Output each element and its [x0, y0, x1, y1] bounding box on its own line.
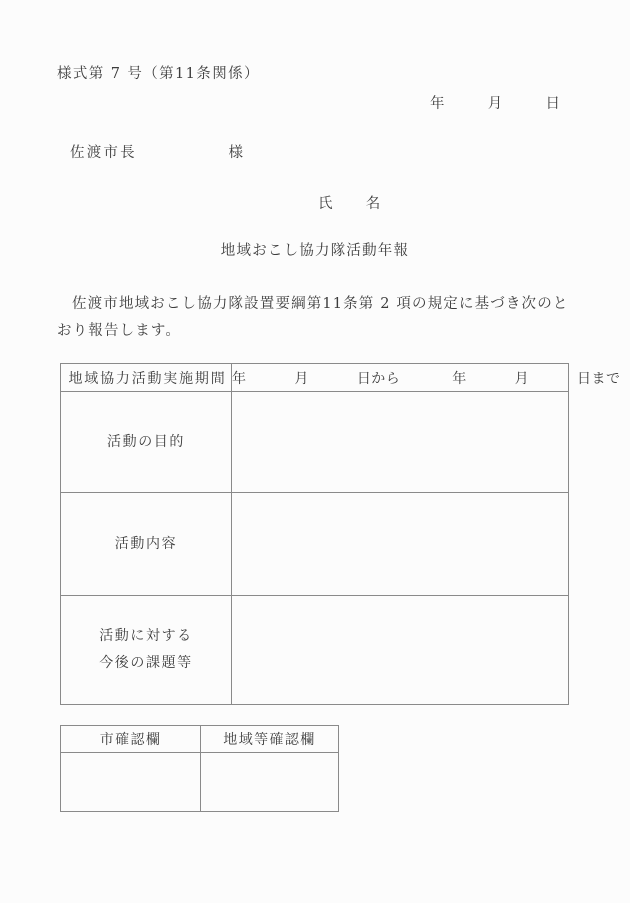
row-label-content: 活動内容: [61, 493, 232, 596]
period-day-to: 日まで: [577, 370, 621, 387]
confirmation-table: [60, 725, 339, 812]
table-row: [61, 753, 339, 812]
date-month-label: 月: [487, 96, 503, 112]
date-line: [430, 92, 560, 113]
addressee-line: [70, 141, 245, 162]
row-value-purpose[interactable]: [232, 392, 569, 493]
date-year-label: 年: [430, 96, 445, 112]
body-paragraph: 佐渡市地域おこし協力隊設置要綱第11条第 2 項の規定に基づき次のとおり報告します。: [57, 296, 569, 339]
date-day-label: 日: [545, 96, 560, 112]
activity-report-table: [60, 363, 621, 705]
period-label-cell: 地域協力活動実施期間: [61, 364, 232, 392]
form-code: 様式第 7 号（第11条関係）: [57, 66, 260, 82]
table-row: [61, 392, 569, 493]
addressee-recipient: 佐渡市長: [70, 145, 137, 161]
table-row: [61, 726, 339, 753]
confirm-value-region[interactable]: [201, 753, 339, 812]
name-field-line: [318, 192, 380, 213]
period-year-from: 年: [232, 370, 247, 387]
table-row-period: [61, 364, 569, 392]
confirm-header-region: 地域等確認欄: [201, 726, 339, 753]
row-value-content[interactable]: [232, 493, 569, 596]
row-label-issues: [61, 596, 232, 705]
period-month-from: 月: [294, 370, 309, 387]
period-year-to: 年: [452, 370, 467, 387]
row-label-purpose: 活動の目的: [61, 392, 232, 493]
period-value-cell[interactable]: [232, 364, 621, 392]
period-month-to: 月: [514, 370, 530, 387]
table-row: [61, 493, 569, 596]
confirm-value-city[interactable]: [61, 753, 201, 812]
row-label-issues-line2: 今後の課題等: [99, 655, 193, 671]
period-day-from: 日から: [356, 370, 401, 387]
row-label-issues-line1: 活動に対する: [99, 628, 193, 644]
confirm-header-city: 市確認欄: [61, 726, 201, 753]
name-label-mei: 名: [365, 196, 381, 212]
page-title: 地域おこし協力隊活動年報: [220, 243, 410, 259]
addressee-honorific: 様: [228, 145, 246, 161]
table-row: [61, 596, 569, 705]
name-label-shi: 氏: [318, 196, 333, 212]
row-value-issues[interactable]: [232, 596, 569, 705]
